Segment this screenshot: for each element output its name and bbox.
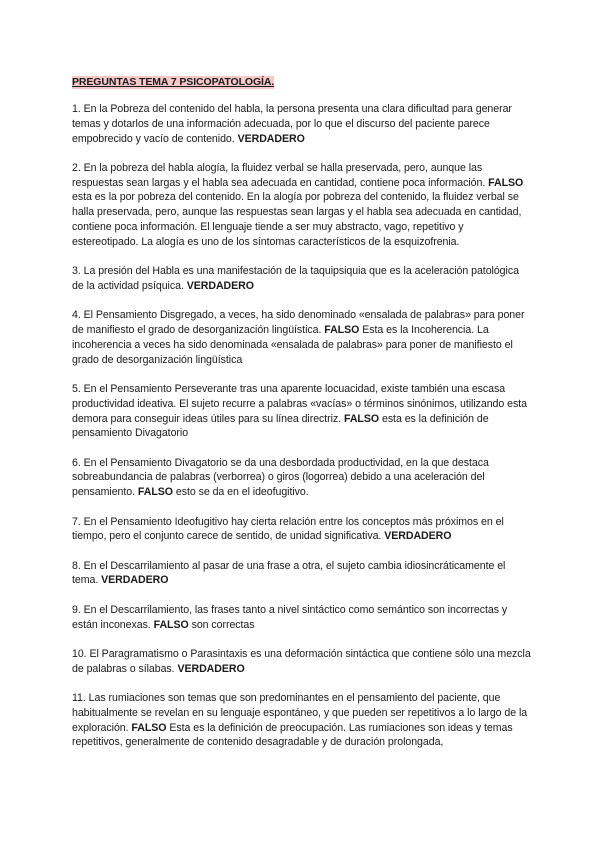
answer-label: FALSO — [324, 324, 360, 337]
question-text: 2. En la pobreza del habla alogía, la fluidez verbal se halla preservada, pero, aunque las respuestas sean largas y el habla sea adecuada en cantidad, contiene poca información. — [72, 161, 489, 189]
document-title: PREGUNTAS TEMA 7 PSICOPATOLOGÍA. — [72, 76, 275, 88]
question-item — [72, 161, 532, 250]
question-item — [72, 382, 532, 441]
question-item — [72, 264, 532, 294]
question-text: 4. El Pensamiento Disgregado, a veces, ha sido denominado «ensalada de palabras» para poner de manifiesto el grado de desorganización lingüística. — [72, 309, 525, 337]
answer-label: VERDADERO — [237, 132, 305, 145]
question-text: 10. El Paragramatismo o Parasintaxis es una deformación sintáctica que contiene sólo una mezcla de palabras o sílabas. — [72, 647, 531, 675]
question-item — [72, 456, 532, 500]
answer-label: VERDADERO — [177, 662, 245, 675]
answer-explanation: Esta es la definición de preocupación. Las rumiaciones son ideas y temas repetitivos, generalmente de contenido desagradable y de duración prolongada, — [72, 721, 513, 749]
question-text: 8. En el Descarrilamiento al pasar de una frase a otra, el sujeto cambia idiosincráticamente el tema. — [72, 559, 506, 587]
answer-label: FALSO — [153, 618, 189, 631]
question-item — [72, 647, 532, 677]
question-text: 5. En el Pensamiento Perseverante tras una aparente locuacidad, existe también una escasa productividad ideativa. El sujeto recurre a palabras «vacías» o términos sinónimos, utilizando esta demora para conseguir ideas útiles para su línea directriz. — [72, 382, 527, 425]
answer-explanation: esta es la por pobreza del contenido. En la alogía por pobreza del contenido, la fluidez verbal se halla preservada, pero, aunque las respuestas sean largas y el habla sea adecuada en cantidad, contiene poca información. El lenguaje tiende a ser muy abstracto, vago, repetitivo y estereotipado. La alogía es uno de los síntomas característicos de la esquizofrenia. — [72, 191, 522, 248]
question-item — [72, 102, 532, 146]
question-item — [72, 603, 532, 633]
question-item — [72, 308, 532, 367]
question-text: 3. La presión del Habla es una manifestación de la taquipsiquia que es la aceleración patológica de la actividad psíquica. — [72, 265, 519, 292]
question-text: 11. Las rumiaciones son temas que son predominantes en el pensamiento del paciente, que habitualmente se revelan en su lenguaje espontáneo, y que pueden ser repetitivos a lo largo de la exploración. — [72, 691, 528, 734]
question-text: 7. En el Pensamiento Ideofugitivo hay cierta relación entre los conceptos más próximos en el tiempo, pero el conjunto carece de sentido, de unidad significativa. — [72, 515, 504, 543]
answer-explanation: esto se da en el ideofugitivo. — [172, 486, 309, 499]
question-text: 9. En el Descarrilamiento, las frases tanto a nivel sintáctico como semántico son incorrectas y están inconexas. — [72, 603, 508, 631]
answer-label: FALSO — [488, 176, 524, 189]
answer-explanation: son correctas — [188, 618, 255, 631]
answer-label: VERDADERO — [384, 530, 452, 543]
question-item — [72, 559, 532, 589]
answer-label: FALSO — [137, 486, 173, 499]
answer-label: VERDADERO — [101, 574, 169, 587]
question-text: 6. En el Pensamiento Divagatorio se da una desbordada productividad, en la que destaca sobreabundancia de palabras (verborrea) o giros (logorrea) debido a una aceleración del pensamiento. — [72, 456, 489, 499]
question-item — [72, 691, 532, 750]
answer-label: FALSO — [344, 412, 380, 425]
answer-label: VERDADERO — [186, 279, 254, 292]
answer-explanation: Esta es la Incoherencia. La incoherencia a veces ha sido denominada «ensalada de palabras» para poner de manifiesto el grado de desorganización lingüística — [72, 324, 513, 366]
question-item — [72, 515, 532, 545]
question-list — [72, 102, 532, 750]
answer-explanation: esta es la definición de pensamiento Divagatorio — [72, 412, 489, 440]
question-text: 1. En la Pobreza del contenido del habla, la persona presenta una clara dificultad para generar temas y dotarlos de una información adecuada, por lo que el discurso del paciente parece empobrecido y vacío de contenido. — [72, 103, 512, 145]
answer-label: FALSO — [131, 721, 167, 734]
